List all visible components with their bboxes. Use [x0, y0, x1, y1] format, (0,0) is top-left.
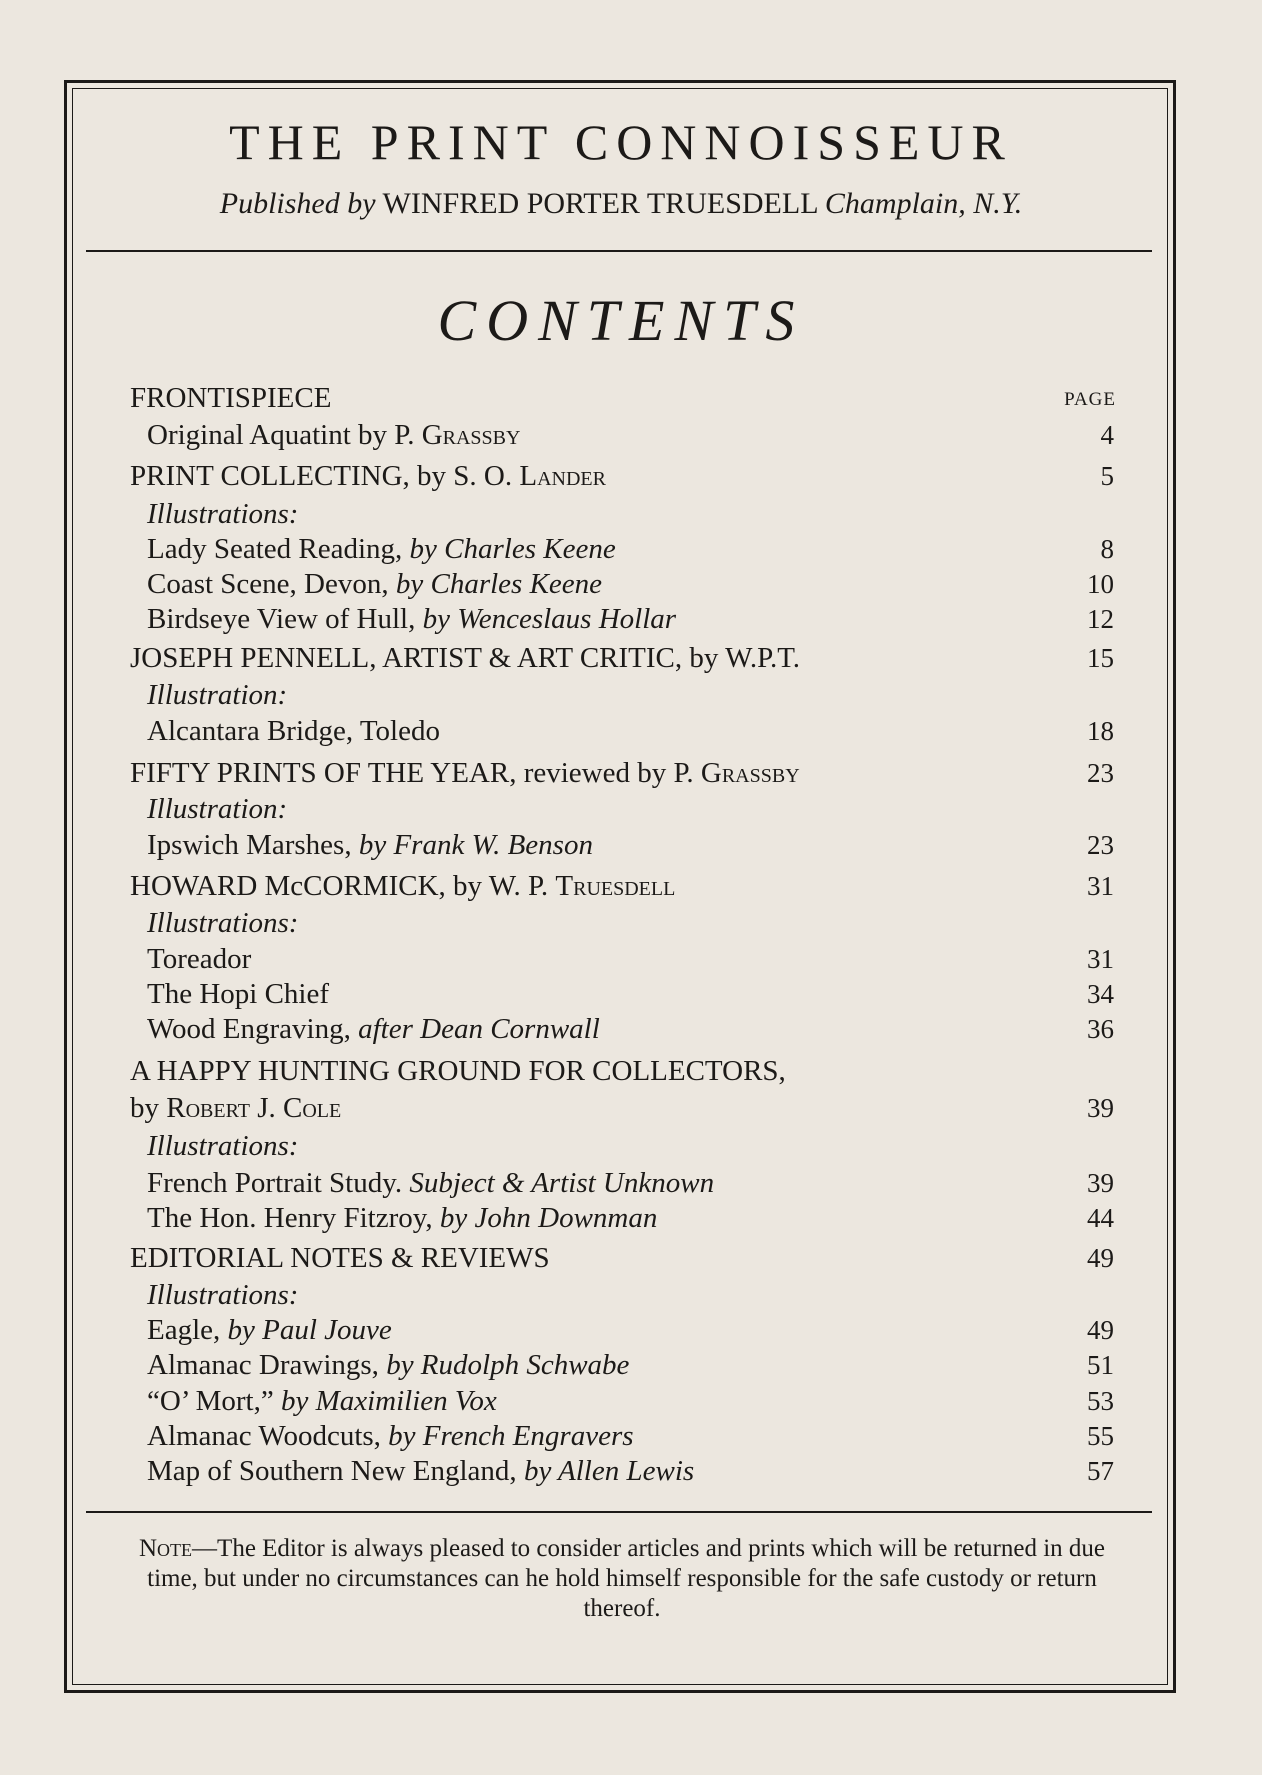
contents-entry: [147, 1312, 1137, 1348]
contents-entry: [147, 677, 1137, 713]
entry-text: FRONTISPIECE: [130, 382, 332, 414]
entry-text: by Charles Keene: [409, 533, 616, 565]
entry-text: Ipswich Marshes,: [147, 829, 359, 861]
entry-text: Almanac Woodcuts,: [147, 1420, 389, 1452]
entry-text: PRINT COLLECTING, by S. O.: [130, 460, 520, 492]
contents-entry: [147, 827, 1137, 863]
entry-text: Map of Southern New England,: [147, 1455, 524, 1487]
entry-text: Lady Seated Reading,: [147, 533, 410, 565]
contents-entry: [147, 976, 1137, 1012]
entry-page-number: 15: [1087, 643, 1114, 673]
entry-text: Illustrations:: [147, 1130, 299, 1162]
contents-entry: [130, 1240, 1120, 1276]
contents-entry: [147, 1200, 1137, 1236]
entry-page-number: 23: [1087, 830, 1114, 860]
entry-text: Original Aquatint by P.: [147, 419, 422, 451]
entry-page-number: 44: [1087, 1203, 1114, 1233]
entry-text: by: [130, 1092, 167, 1124]
entry-text: Lander: [519, 460, 606, 492]
entry-text: Illustration:: [147, 679, 288, 711]
entry-text: Illustrations:: [147, 907, 299, 939]
contents-entry: [147, 1128, 1137, 1164]
entry-text: French Portrait Study.: [147, 1167, 410, 1199]
entry-text: HOWARD McCORMICK, by W. P.: [130, 870, 556, 902]
entry-text: Grassby: [700, 757, 800, 789]
contents-entry: [147, 1011, 1137, 1047]
entry-text: Eagle,: [147, 1314, 228, 1346]
contents-entry: [147, 601, 1137, 637]
entry-text: Alcantara Bridge, Toledo: [147, 715, 440, 747]
entry-page-number: 31: [1087, 944, 1114, 974]
entry-text: Grassby: [421, 419, 521, 451]
entry-page-number: 34: [1087, 979, 1114, 1009]
contents-entry: [147, 791, 1137, 827]
publisher-name: WINFRED PORTER TRUESDELL: [382, 187, 818, 220]
contents-entry: [130, 458, 1120, 494]
entry-text: Coast Scene, Devon,: [147, 568, 396, 600]
entry-text: Almanac Drawings,: [147, 1349, 387, 1381]
contents-entry: [147, 1277, 1137, 1313]
entry-page-number: 49: [1087, 1243, 1114, 1273]
contents-entry: [147, 1383, 1137, 1419]
footer-divider: [86, 1511, 1152, 1513]
entry-page-number: 53: [1087, 1386, 1114, 1416]
entry-text: by French Engravers: [388, 1420, 634, 1452]
contents-entry: [147, 1453, 1137, 1489]
contents-entry: [147, 713, 1137, 749]
contents-entry: [147, 417, 1137, 453]
entry-page-number: 12: [1087, 604, 1114, 634]
entry-page-number: 31: [1087, 871, 1114, 901]
contents-heading: CONTENTS: [437, 288, 805, 353]
contents-entry: [130, 755, 1120, 791]
entry-page-number: 4: [1100, 420, 1114, 450]
publisher-location: Champlain, N.Y.: [824, 187, 1023, 220]
entry-page-number: 18: [1087, 716, 1114, 746]
entry-text: The Hon. Henry Fitzroy,: [147, 1202, 440, 1234]
entry-text: by Rudolph Schwabe: [386, 1349, 630, 1381]
contents-entry: [147, 905, 1137, 941]
entry-page-number: 39: [1087, 1093, 1114, 1123]
contents-entry: [147, 1165, 1137, 1201]
entry-text: Illustration:: [147, 793, 288, 825]
entry-text: Wood Engraving,: [147, 1013, 359, 1045]
contents-entry: [130, 1053, 1120, 1089]
page-column-label: PAGE: [1064, 389, 1116, 410]
entry-text: Birdseye View of Hull,: [147, 603, 423, 635]
contents-entry: [130, 868, 1120, 904]
entry-text: by Paul Jouve: [227, 1314, 392, 1346]
contents-entry: [147, 941, 1137, 977]
contents-entry: [147, 1418, 1137, 1454]
note-text: —The Editor is always pleased to consider articles and prints which will be returned in due time, but under no circumstances can he hold himself responsible for the safe custody or return thereof.: [147, 1535, 1105, 1622]
entry-text: by John Downman: [439, 1202, 658, 1234]
note-label: Note: [139, 1535, 193, 1562]
entry-text: Truesdell: [555, 870, 676, 902]
entry-page-number: 5: [1100, 461, 1114, 491]
entry-text: A HAPPY HUNTING GROUND FOR COLLECTORS,: [130, 1055, 786, 1087]
entry-text: “O’ Mort,”: [147, 1385, 281, 1417]
entry-text: by Allen Lewis: [523, 1455, 695, 1487]
entry-page-number: 10: [1087, 569, 1114, 599]
entry-text: Robert J. Cole: [166, 1092, 342, 1124]
entry-text: by Maximilien Vox: [280, 1385, 497, 1417]
entry-text: Toreador: [147, 943, 252, 975]
contents-entry: [147, 496, 1137, 532]
contents-entry: [130, 1090, 1120, 1126]
entry-text: EDITORIAL NOTES & REVIEWS: [130, 1242, 550, 1274]
entry-text: Subject & Artist Unknown: [409, 1167, 715, 1199]
entry-page-number: 36: [1087, 1014, 1114, 1044]
editor-note: [122, 1534, 1122, 1624]
entry-page-number: 8: [1100, 534, 1114, 564]
contents-entry: [147, 1347, 1137, 1383]
published-by-label: Published by: [219, 187, 376, 220]
contents-entry: [147, 531, 1137, 567]
entry-text: Illustrations:: [147, 1279, 299, 1311]
entry-text: The Hopi Chief: [147, 978, 330, 1010]
entry-page-number: 49: [1087, 1315, 1114, 1345]
entry-text: by Frank W. Benson: [358, 829, 593, 861]
entry-text: by Charles Keene: [395, 568, 603, 600]
entry-page-number: 57: [1087, 1456, 1114, 1486]
entry-page-number: 55: [1087, 1421, 1114, 1451]
entry-text: after Dean Cornwall: [358, 1013, 600, 1045]
contents-entry: [130, 640, 1120, 676]
entry-page-number: 23: [1087, 758, 1114, 788]
contents-entry: [147, 566, 1137, 602]
contents-entry: [130, 380, 1120, 416]
entry-page-number: 51: [1087, 1350, 1114, 1380]
entry-text: Illustrations:: [147, 498, 299, 530]
entry-text: by Wenceslaus Hollar: [422, 603, 677, 635]
entry-text: JOSEPH PENNELL, ARTIST & ART CRITIC, by W.P.T.: [130, 642, 801, 674]
magazine-title: THE PRINT CONNOISSEUR: [229, 114, 1013, 170]
entry-page-number: 39: [1087, 1168, 1114, 1198]
entry-text: FIFTY PRINTS OF THE YEAR, reviewed by P.: [130, 757, 701, 789]
